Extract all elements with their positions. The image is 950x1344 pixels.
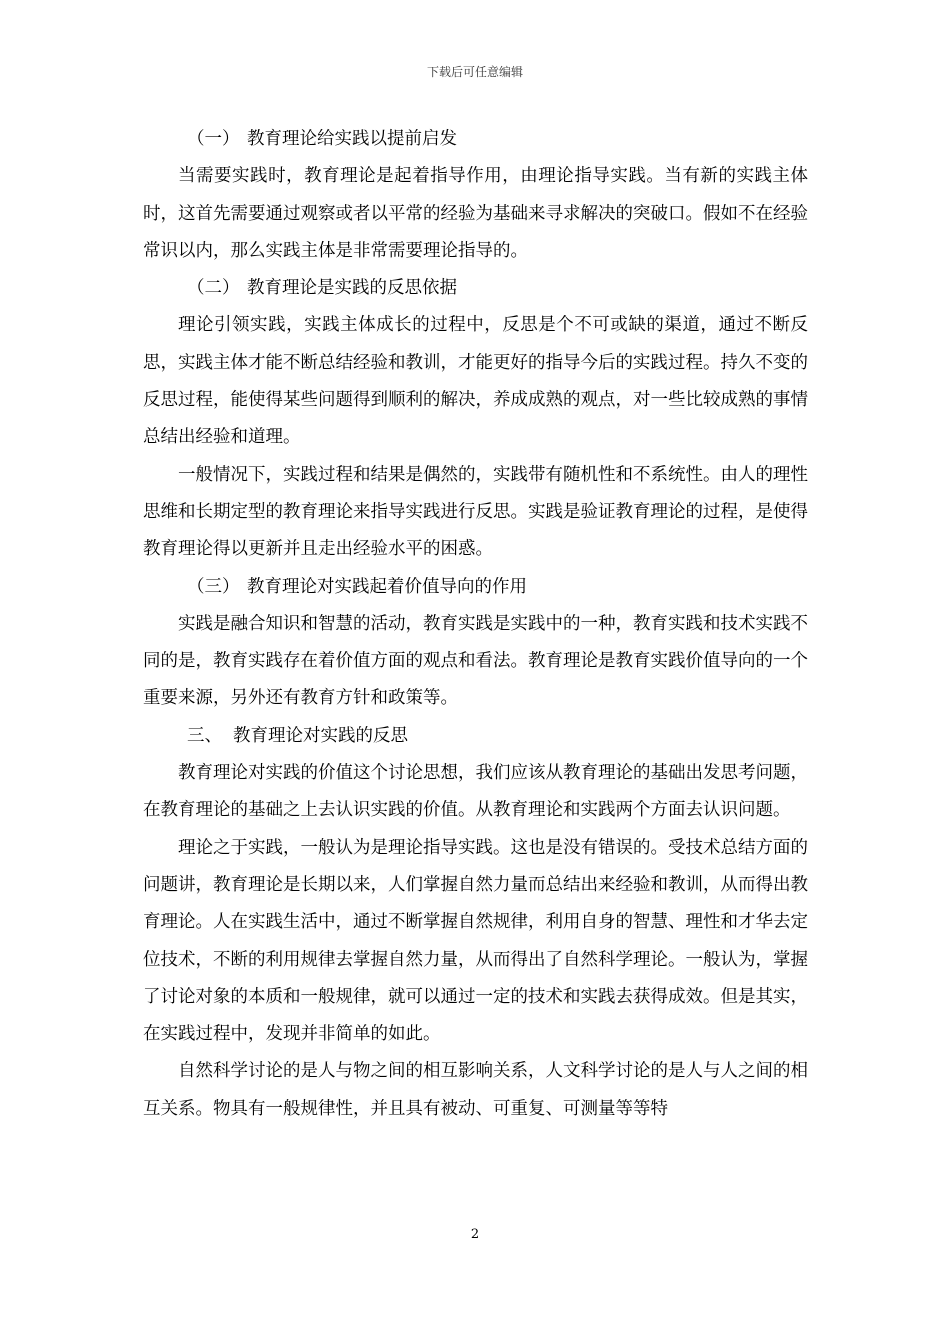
section-heading-1 bbox=[143, 121, 808, 158]
section-heading-2 bbox=[143, 270, 808, 307]
paragraph: 理论之于实践，一般认为是理论指导实践。这也是没有错误的。受技术总结方面的问题讲，教育理论是长期以来，人们掌握自然力量而总结出来经验和教训，从而得出教育理论。人在实践生活中，通过不断掌握自然规律，利用自身的智慧、理性和才华去定位技术，不断的利用规律去掌握自然力量，从而得出了自然科学理论。一般认为，掌握了讨论对象的本质和一般规律，就可以通过一定的技术和实践去获得成效。但是其实，在实践过程中，发现并非简单的如此。 bbox=[143, 837, 808, 1045]
heading-number: （二） bbox=[187, 278, 240, 299]
paragraph: 当需要实践时，教育理论是起着指导作用，由理论指导实践。当有新的实践主体时，这首先需要通过观察或者以平常的经验为基础来寻求解决的突破口。假如不在经验常识以内，那么实践主体是非常需要理论指导的。 bbox=[143, 166, 808, 261]
heading-number: 三、 bbox=[187, 725, 222, 746]
page-number: 2 bbox=[470, 1227, 480, 1242]
paragraph: 一般情况下，实践过程和结果是偶然的，实践带有随机性和不系统性。由人的理性思维和长期定型的教育理论来指导实践进行反思。实践是验证教育理论的过程，是使得教育理论得以更新并且走出经验水平的困惑。 bbox=[143, 464, 808, 560]
paragraph: 理论引领实践，实践主体成长的过程中，反思是个不可或缺的渠道，通过不断反思，实践主体才能不断总结经验和教训，才能更好的指导今后的实践过程。持久不变的反思过程，能使得某些问题得到顺利的解决，养成成熟的观点，对一些比较成熟的事情总结出经验和道理。 bbox=[143, 315, 808, 448]
heading-number: （三） bbox=[187, 576, 240, 597]
paragraph: 自然科学讨论的是人与物之间的相互影响关系，人文科学讨论的是人与人之间的相互关系。物具有一般规律性，并且具有被动、可重复、可测量等等特 bbox=[143, 1061, 808, 1119]
heading-text: 教育理论给实践以提前启发 bbox=[247, 129, 457, 149]
page-header: 下载后可任意编辑 bbox=[426, 65, 523, 79]
chapter-heading-3 bbox=[143, 718, 808, 755]
heading-text: 教育理论对实践的反思 bbox=[233, 725, 408, 746]
paragraph: 教育理论对实践的价值这个讨论思想，我们应该从教育理论的基础出发思考问题，在教育理论的基础之上去认识实践的价值。从教育理论和实践两个方面去认识问题。 bbox=[143, 763, 808, 821]
heading-number: （一） bbox=[187, 129, 240, 149]
paragraph: 实践是融合知识和智慧的活动，教育实践是实践中的一种，教育实践和技术实践不同的是，教育实践存在着价值方面的观点和看法。教育理论是教育实践价值导向的一个重要来源，另外还有教育方针和政策等。 bbox=[143, 613, 808, 709]
section-heading-3 bbox=[143, 569, 808, 606]
heading-text: 教育理论是实践的反思依据 bbox=[247, 278, 457, 299]
heading-text: 教育理论对实践起着价值导向的作用 bbox=[247, 576, 527, 597]
document-body bbox=[143, 121, 808, 1128]
